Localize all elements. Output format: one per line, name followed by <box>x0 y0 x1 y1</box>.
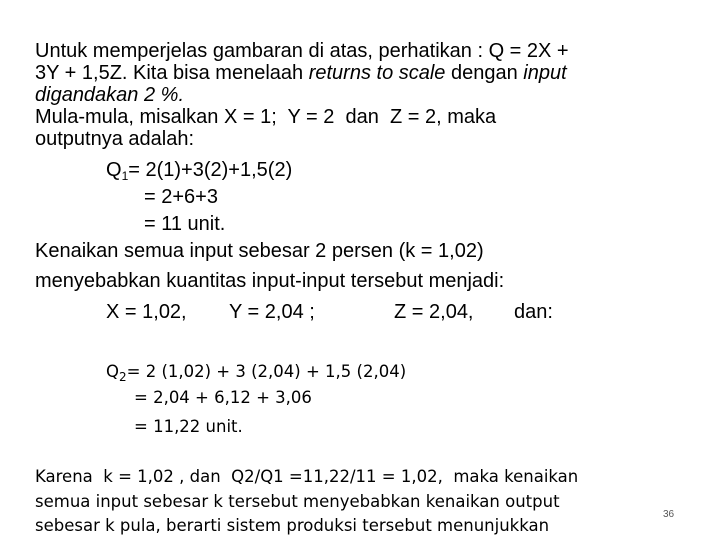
para1-line5: outputnya adalah: <box>35 128 195 150</box>
para3-line3: sebesar k pula, berarti sistem produksi tersebut menunjukkan <box>35 516 550 535</box>
para1-line2-text-b: dengan <box>445 62 524 84</box>
para2-dan: dan: <box>514 301 553 323</box>
calc1-q-label: Q <box>106 159 122 181</box>
para3-line2: semua input sebesar k tersebut menyebabkan kenaikan output <box>35 492 560 511</box>
para2-line1: Kenaikan semua input sebesar 2 persen (k = 1,02) <box>35 240 484 262</box>
calc1-q-subscript: 1 <box>121 169 129 183</box>
para1-line2 <box>35 62 567 84</box>
calc1-step1: = 2+6+3 <box>144 186 218 208</box>
calc1-equation <box>106 159 292 181</box>
para3-line1: Karena k = 1,02 , dan Q2/Q1 =11,22/11 = 1,02, maka kenaikan <box>35 467 579 486</box>
para1-line4: Mula-mula, misalkan X = 1; Y = 2 dan Z = 2, maka <box>35 106 497 128</box>
para1-line3 <box>35 84 184 106</box>
calc1-q-expression: = 2(1)+3(2)+1,5(2) <box>128 159 293 181</box>
para1-italic-digandakan: digandakan 2 %. <box>35 84 185 106</box>
calc2-q-expression: = 2 (1,02) + 3 (2,04) + 1,5 (2,04) <box>126 362 407 381</box>
para2-y-value: Y = 2,04 ; <box>229 301 315 323</box>
para1-italic-input: input <box>523 62 567 84</box>
calc2-step1: = 2,04 + 6,12 + 3,06 <box>134 388 312 407</box>
para1-line1: Untuk memperjelas gambaran di atas, perhatikan : Q = 2X + <box>35 40 569 62</box>
para2-x-value: X = 1,02, <box>106 301 187 323</box>
para1-line2-text-a: 3Y + 1,5Z. Kita bisa menelaah <box>35 62 309 84</box>
para2-line2: menyebabkan kuantitas input-input tersebut menjadi: <box>35 270 505 292</box>
page-number: 36 <box>663 509 675 520</box>
calc2-q-label: Q <box>106 362 119 381</box>
para2-z-value: Z = 2,04, <box>394 301 474 323</box>
para1-italic-returns: returns to scale <box>308 62 446 84</box>
calc1-step2: = 11 unit. <box>144 213 226 235</box>
calc2-step2: = 11,22 unit. <box>134 417 243 436</box>
calc2-q-subscript: 2 <box>119 370 127 384</box>
calc2-equation <box>106 361 406 382</box>
